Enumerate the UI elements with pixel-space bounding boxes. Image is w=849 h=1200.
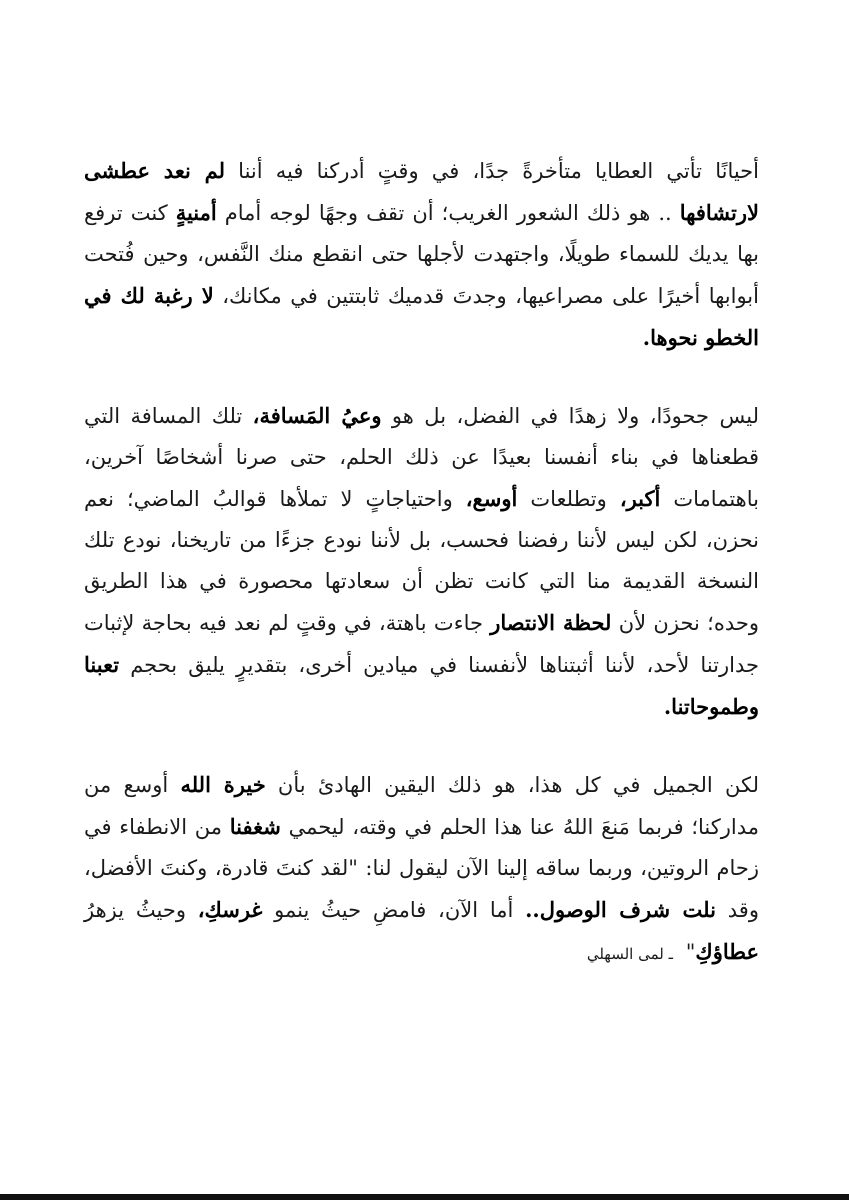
bold-phrase: لم نعد عطشى لارتشافها — [84, 158, 759, 225]
bold-phrase: وعيُ المَسافة، — [252, 403, 382, 428]
bold-phrase: أوسع، — [465, 486, 518, 511]
bold-phrase: أكبر، — [619, 486, 661, 511]
bottom-border — [0, 1194, 849, 1200]
article-page — [0, 150, 849, 975]
bold-phrase: غرسكِ، — [197, 897, 263, 922]
paragraph-3 — [84, 764, 759, 975]
paragraph-text: وحيثُ يزهرُ — [84, 898, 198, 922]
bold-phrase: عطاؤكِ — [695, 939, 759, 964]
paragraph-text: واحتياجاتٍ لا تملأها قوالبُ الماضي؛ نعم نحزن، لكن ليس لأننا رفضنا فحسب، بل لأننا نودع جزءًا من تاريخنا، نودع تلك النسخة القديمة منا التي كانت تظن أن سعادتها محصورة في هذا الطريق وحده؛ نحزن لأن — [84, 487, 759, 635]
bold-phrase: لا رغبة لك في الخطو نحوها. — [84, 283, 759, 350]
paragraph-text: .. هو ذلك الشعور الغريب؛ أن تقف وجهًا لوجه أمام — [216, 201, 680, 225]
paragraph-text: وتطلعات — [517, 487, 620, 511]
bold-phrase: نلت شرف الوصول.. — [525, 897, 716, 922]
bold-phrase: تعبنا وطموحاتنا. — [84, 652, 759, 719]
paragraph-text: جاءت باهتة، في وقتٍ لم نعد فيه بحاجة لإثبات جدارتنا لأحد، لأننا أثبتناها لأنفسنا في ميادين أخرى، بتقديرٍ يليق بحجم — [84, 611, 759, 677]
paragraph-text: كنت ترفع بها يديك للسماء طويلًا، واجتهدت لأجلها حتى انقطع منك النَّفس، وحين فُتحت أبوابها أخيرًا على مصراعيها، وجدتَ قدميك ثابتتين في مكانك، — [84, 201, 760, 308]
author-signature: ـ لمى السهلي — [586, 945, 674, 963]
paragraph-text: أوسع من مداركنا؛ فربما مَنعَ اللهُ عنا هذا الحلم في وقته، ليحمي — [84, 773, 759, 839]
bold-phrase: شغفنا — [229, 814, 281, 839]
bold-phrase: لحظة الانتصار — [490, 610, 612, 635]
paragraph-1 — [84, 150, 759, 359]
paragraph-text: من الانطفاء في زحام الروتين، وربما ساقه إلينا الآن ليقول لنا: "لقد كنتَ قادرة، وكنتَ الأفضل، وقد — [84, 815, 759, 922]
bold-phrase: أمنيةٍ — [175, 200, 217, 225]
bold-phrase: خيرة الله — [180, 772, 266, 797]
paragraph-text: أما الآن، فامضِ حيثُ ينمو — [262, 898, 526, 922]
paragraph-text: ليس جحودًا، ولا زهدًا في الفضل، بل هو — [381, 404, 759, 428]
paragraph-text: أحيانًا تأتي العطايا متأخرةً جدًا، في وقتٍ أدركنا فيه أننا — [225, 159, 759, 183]
paragraph-text: لكن الجميل في كل هذا، هو ذلك اليقين الهادئ بأن — [265, 773, 759, 797]
paragraph-2 — [84, 395, 759, 728]
paragraph-text: " — [685, 940, 696, 964]
paragraph-text: تلك المسافة التي قطعناها في بناء أنفسنا بعيدًا عن ذلك الحلم، حتى صرنا أشخاصًا آخرين، باهتمامات — [84, 404, 759, 511]
